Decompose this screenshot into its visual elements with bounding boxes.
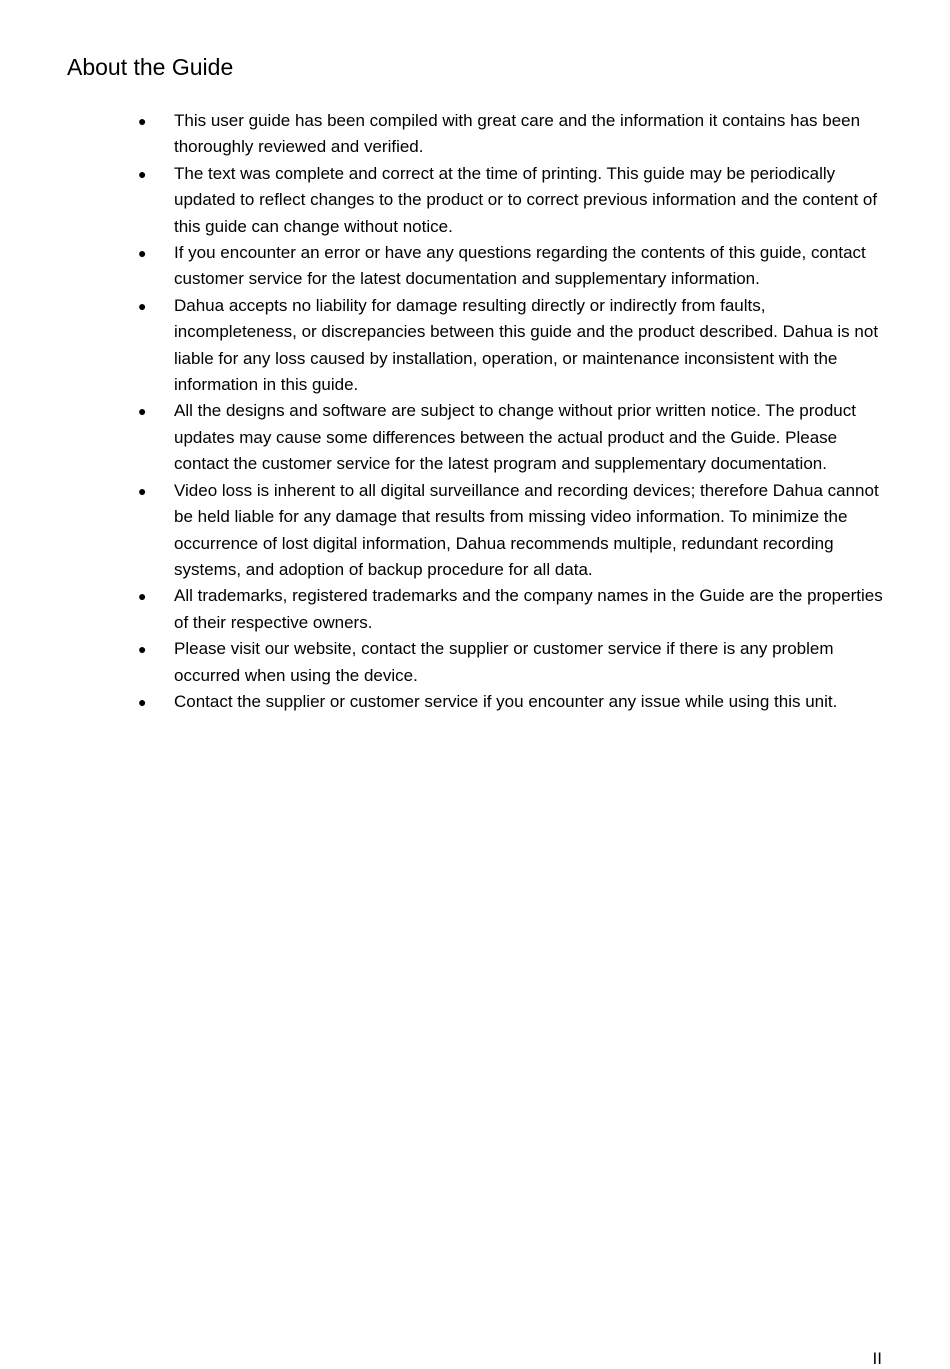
list-item-text: Contact the supplier or customer service if you encounter any issue while using this unit. <box>174 691 838 711</box>
bullet-icon: ● <box>138 641 147 658</box>
list-item <box>0 478 950 584</box>
list-item-text: All the designs and software are subject to change without prior written notice. The product updates may cause some differences between the actual product and the Guide. Please contact the customer service for the latest program and supplementary documentation. <box>174 401 856 474</box>
bullet-icon: ● <box>138 588 147 605</box>
list-item-text: All trademarks, registered trademarks and the company names in the Guide are the properties of their respective owners. <box>174 586 883 632</box>
list-item <box>0 240 950 293</box>
list-item-text: The text was complete and correct at the time of printing. This guide may be periodically updated to reflect changes to the product or to correct previous information and the content of this guide can change without notice. <box>174 163 878 236</box>
bullet-icon: ● <box>138 693 147 710</box>
bullet-icon: ● <box>138 165 147 182</box>
bullet-icon: ● <box>138 245 147 262</box>
list-item-text: If you encounter an error or have any questions regarding the contents of this guide, contact customer service for the latest documentation and supplementary information. <box>174 243 866 289</box>
list-item-text: Please visit our website, contact the supplier or customer service if there is any problem occurred when using the device. <box>174 639 834 685</box>
page-title: About the Guide <box>67 54 234 80</box>
bullet-icon: ● <box>138 297 147 314</box>
bullet-icon: ● <box>138 482 147 499</box>
page-number: II <box>872 1349 882 1368</box>
list-item <box>0 583 950 636</box>
list-item <box>0 398 950 477</box>
list-item <box>0 636 950 689</box>
bullet-list <box>0 108 950 715</box>
list-item-text: Dahua accepts no liability for damage resulting directly or indirectly from faults, incompleteness, or discrepancies between this guide and the product described. Dahua is not liable for any loss caused by installation, operation, or maintenance inconsistent with the information in this guide. <box>174 295 879 395</box>
list-item <box>0 293 950 399</box>
list-item <box>0 689 950 715</box>
list-item <box>0 161 950 240</box>
bullet-icon: ● <box>138 113 147 129</box>
list-item-text: This user guide has been compiled with great care and the information it contains has been thoroughly reviewed and verified. <box>174 111 861 157</box>
bullet-icon: ● <box>138 403 147 420</box>
list-item <box>0 108 950 161</box>
list-item-text: Video loss is inherent to all digital surveillance and recording devices; therefore Dahua cannot be held liable for any damage that results from missing video information. To minimize the occurrence of lost digital information, Dahua recommends multiple, redundant recording systems, and adoption of backup procedure for all data. <box>174 480 879 579</box>
